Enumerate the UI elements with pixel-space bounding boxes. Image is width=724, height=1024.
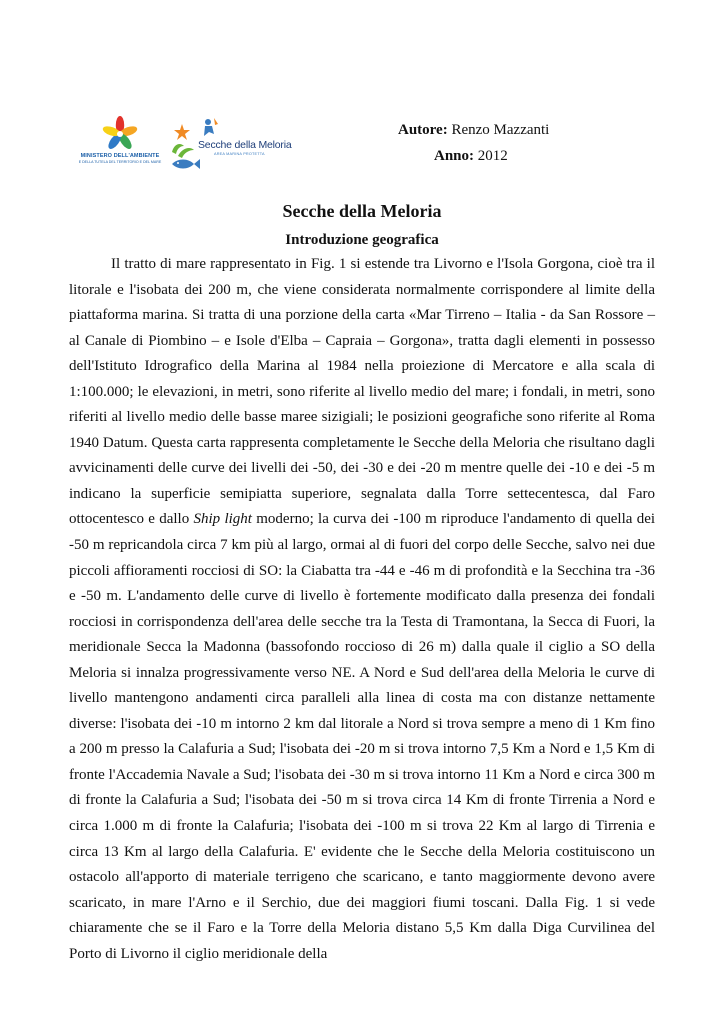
ministero-logo-subtext: E DELLA TUTELA DEL TERRITORIO E DEL MARE	[78, 159, 162, 164]
meloria-logo-subtitle: AREA MARINA PROTETTA	[214, 152, 265, 156]
body-paragraph	[69, 252, 655, 967]
header-logos	[78, 112, 290, 176]
meloria-logo-title: Secche della Meloria	[198, 139, 292, 151]
year-value: 2012	[477, 148, 508, 164]
year-line	[434, 144, 508, 169]
year-label: Anno:	[434, 148, 475, 164]
author-line	[398, 118, 549, 143]
secche-meloria-logo	[168, 114, 292, 176]
author-label: Autore:	[398, 122, 448, 138]
ministero-logo-text: MINISTERO DELL'AMBIENTE	[80, 153, 160, 159]
ministero-ambiente-logo	[78, 112, 162, 176]
document-subtitle: Introduzione geografica	[285, 232, 439, 248]
star-logo-icon	[102, 116, 138, 152]
paragraph-text-part-1: Il tratto di mare rappresentato in Fig. 1 si estende tra Livorno e l'Isola Gorgona, cioè tra il litorale e l'isobata dei 200 m, che viene considerata normalmente corrispondere al limite della piattaforma marina. Si tratta di una porzione della carta «Mar Tirreno – Italia - da San Rossore – al Canale di Piombino – e Isole d'Elba – Capraia – Gorgona», tratta dagli elementi in possesso dell'Istituto Idrografico della Marina al 1984 nella proiezione di Mercatore e alla scala di 1:100.000; le elevazioni, in metri, sono riferite al livello medio del mare; i fondali, in metri, sono riferiti al livello medio delle basse maree sizigiali; le posizioni geografiche sono riferite al Roma 1940 Datum. Questa carta rappresenta completamente le Secche della Meloria che risultano dagli avvicinamenti delle curve dei livelli dei -50, dei -30 e dei -20 m mentre quelle dei -10 e dei -5 m indicano la superficie semipiatta superiore, segnalata dalla Torre settecentesca, dal Faro ottocentesco e dallo	[69, 256, 655, 528]
document-title: Secche della Meloria	[282, 201, 442, 221]
author-value: Renzo Mazzanti	[451, 122, 550, 138]
paragraph-italic-term: Ship light	[193, 511, 252, 528]
paragraph-text-part-2: moderno; la curva dei -100 m riproduce l'andamento di quella dei -50 m repricandola circa 7 km più al largo, ormai al di fuori del corpo delle Secche, salvo nei due piccoli affioramenti rocciosi di SO: la Ciabatta tra -44 e -46 m di profondità e la Secchina tra -36 e -50 m. L'andamento delle curve di livello è fortemente modificato dalla presenza dei fondali rocciosi in corrispondenza dell'area delle secche tra la Testa di Tramontana, la Secca di Fuori, la meridionale Secca la Madonna (bassofondo roccioso di 26 m) dalla quale il ciglio a SO della Meloria si innalza progressivamente verso NE. A Nord e Sud dell'area della Meloria le curve di livello mantengono andamenti circa paralleli alla linea di costa ma con distanze nettamente diverse: l'isobata dei -10 m intorno 2 km dal litorale a Nord si trova sempre a meno di 1 Km fino a 200 m presso la Calafuria a Sud; l'isobata dei -20 m si trova intorno 7,5 Km a Nord e 1,5 Km di fronte l'Accademia Navale a Sud; l'isobata dei -30 m si trova intorno 11 Km a Nord e circa 300 m di fronte la Calafuria a Sud; l'isobata dei -50 m si trova circa 14 Km di fronte Tirrenia a Nord e circa 1.000 m di fronte la Calafuria; l'isobata dei -100 m si trova 22 Km al largo di Tirrenia e circa 13 Km al largo della Calafuria. E' evidente che le Secche della Meloria costituiscono un ostacolo all'apporto di materiale terrigeno che scaricano, e tanto maggiormente devono avere scaricato, in mare l'Arno e il Serchio, due dei maggiori fiumi toscani. Dalla Fig. 1 si vede chiaramente che se il Faro e la Torre della Meloria distano 5,5 Km dalla Diga Curvilinea del Porto di Livorno il ciglio meridionale della	[69, 511, 656, 962]
